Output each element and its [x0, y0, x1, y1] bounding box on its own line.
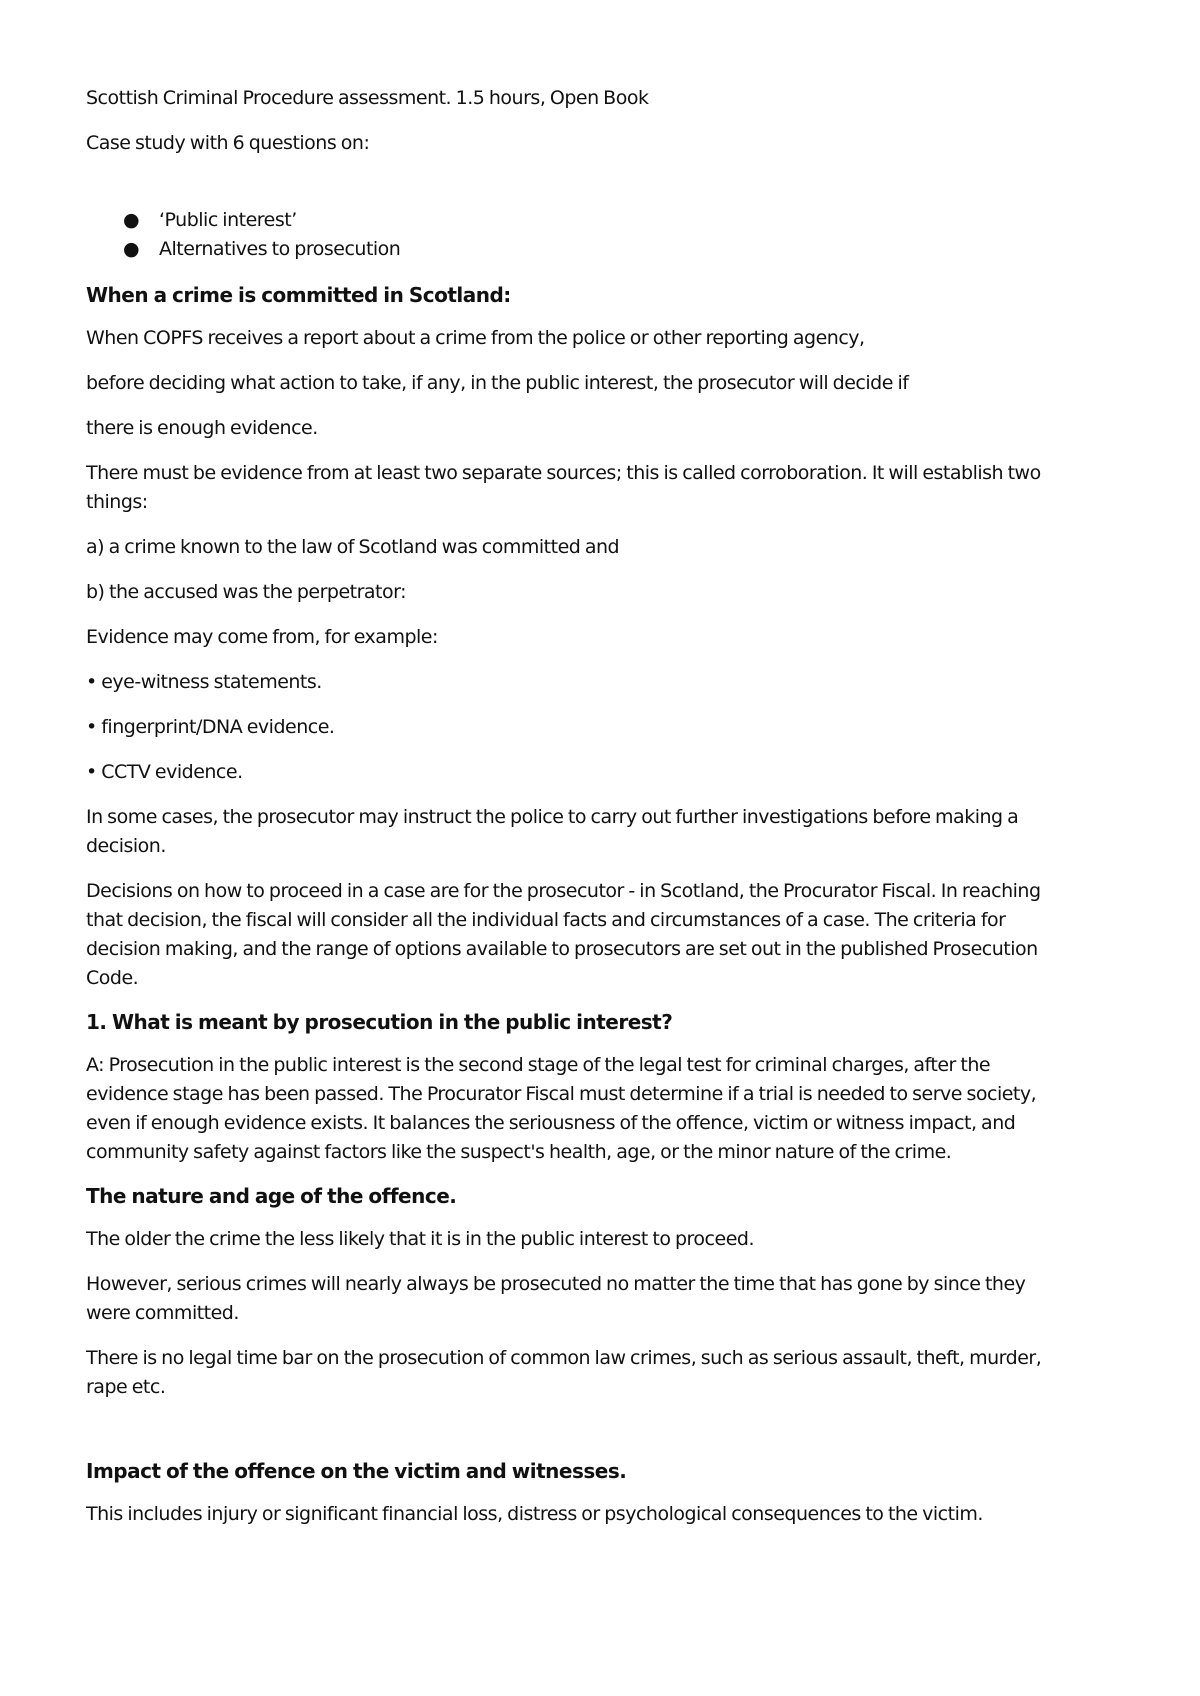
topic-item: ● ‘Public interest’: [86, 206, 1126, 235]
paragraph-corroboration: There must be evidence from at least two separate sources; this is called corroboration. It will establish two things:: [86, 462, 1041, 513]
assessment-title-line: Scottish Criminal Procedure assessment. 1.5 hours, Open Book: [86, 87, 649, 109]
answer-paragraph: A: Prosecution in the public interest is the second stage of the legal test for criminal charges, after the evidence stage has been passed. The Procurator Fiscal must determine if a trial is needed to serve society, even if enough evidence exists. It balances the seriousness of the offence, victim or witness impact, and community safety against factors like the suspect's health, age, or the minor nature of the crime.: [86, 1054, 1037, 1163]
paragraph-decisions: Decisions on how to proceed in a case are for the prosecutor - in Scotland, the Procurator Fiscal. In reaching that decision, the fiscal will consider all the individual facts and circumstances of a case. The criteria for decision making, and the range of options available to prosecutors are set out in the published Prosecution Code.: [86, 880, 1041, 989]
paragraph-time-bar: There is no legal time bar on the prosecution of common law crimes, such as serious assault, theft, murder, rape etc.: [86, 1347, 1042, 1398]
paragraph: The older the crime the less likely that it is in the public interest to proceed.: [86, 1228, 754, 1250]
paragraph: When COPFS receives a report about a crime from the police or other reporting agency,: [86, 327, 865, 349]
topics-list: [86, 206, 1126, 264]
list-item-b: b) the accused was the perpetrator:: [86, 581, 407, 603]
evidence-item: • fingerprint/DNA evidence.: [86, 716, 335, 738]
evidence-intro: Evidence may come from, for example:: [86, 626, 438, 648]
paragraph-serious-crimes: However, serious crimes will nearly always be prosecuted no matter the time that has gone by since they were committed.: [86, 1273, 1026, 1324]
bullet-icon: ●: [123, 209, 140, 231]
document-page: [86, 84, 1126, 1529]
topic-item: ● Alternatives to prosecution: [86, 235, 1126, 264]
list-item-a: a) a crime known to the law of Scotland was committed and: [86, 536, 620, 558]
bullet-icon: ●: [123, 238, 140, 260]
question-heading-1: 1. What is meant by prosecution in the public interest?: [86, 1010, 673, 1034]
paragraph: This includes injury or significant financial loss, distress or psychological consequences to the victim.: [86, 1503, 983, 1525]
evidence-item: • eye-witness statements.: [86, 671, 322, 693]
paragraph: before deciding what action to take, if any, in the public interest, the prosecutor will decide if: [86, 372, 909, 394]
section-heading-impact: Impact of the offence on the victim and witnesses.: [86, 1459, 627, 1483]
section-heading-crime-committed: When a crime is committed in Scotland:: [86, 283, 511, 307]
case-study-line: Case study with 6 questions on:: [86, 132, 370, 154]
paragraph: there is enough evidence.: [86, 417, 318, 439]
section-heading-nature-age: The nature and age of the offence.: [86, 1184, 457, 1208]
paragraph-further-investigation: In some cases, the prosecutor may instruct the police to carry out further investigations before making a decision.: [86, 806, 1019, 857]
evidence-item: • CCTV evidence.: [86, 761, 243, 783]
